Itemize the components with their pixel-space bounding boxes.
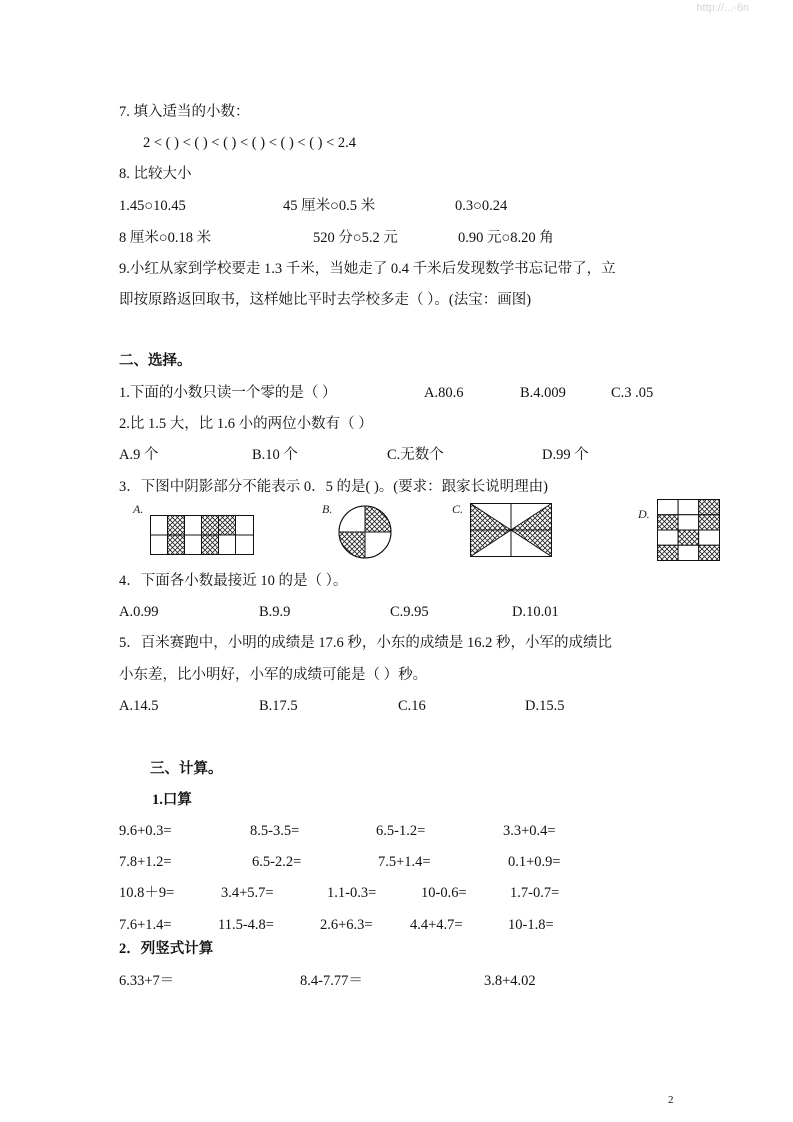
s2q2-stem: 2.比 1.5 大，比 1.6 小的两位小数有（ ） [119, 416, 373, 432]
oral-r3-c4: 10-0.6= [421, 885, 467, 901]
s2q2-opt-b: B.10 个 [252, 447, 298, 463]
figure-d-grid [657, 499, 720, 561]
s2q2-opt-c: C.无数个 [387, 447, 444, 463]
oral-r1-c3: 6.5-1.2= [376, 823, 426, 839]
fig-c-label: C. [452, 502, 464, 516]
s2q1-stem: 1.下面的小数只读一个零的是（ ） [119, 385, 337, 401]
oral-r2-c2: 6.5-2.2= [252, 854, 302, 870]
oral-r2-c4: 0.1+0.9= [508, 854, 561, 870]
oral-calc-heading: 1.口算 [152, 792, 192, 808]
oral-r3-c1: 10.8＋9= [119, 885, 175, 901]
q8-r1-c3: 0.3○0.24 [455, 198, 508, 214]
oral-r4-c1: 7.6+1.4= [119, 917, 172, 933]
q9-line1: 9.小红从家到学校要走 1.3 千米，当她走了 0.4 千米后发现数学书忘记带了，立 [119, 261, 616, 277]
s2q5-opt-c: C.16 [398, 698, 426, 714]
s2q4-opt-b: B.9.9 [259, 604, 291, 620]
s2q4-opt-c: C.9.95 [390, 604, 429, 620]
oral-r4-c5: 10-1.8= [508, 917, 554, 933]
s2q2-opt-a: A.9 个 [119, 447, 159, 463]
page-number: 2 [668, 1094, 674, 1106]
s2q3-stem: 3．下图中阴影部分不能表示 0．5 的是( )。(要求：跟家长说明理由) [119, 479, 548, 495]
q8-r2-c3: 0.90 元○8.20 角 [458, 230, 554, 246]
s2q5-opt-b: B.17.5 [259, 698, 298, 714]
q8-r2-c2: 520 分○5.2 元 [313, 230, 398, 246]
figure-a-grid [150, 515, 254, 555]
s2q1-opt-b: B.4.009 [520, 385, 566, 401]
oral-r3-c3: 1.1-0.3= [327, 885, 377, 901]
section2-heading: 二、选择。 [119, 353, 192, 369]
oral-r1-c4: 3.3+0.4= [503, 823, 556, 839]
s2q1-opt-a: A.80.6 [424, 385, 464, 401]
s2q5-line2: 小东差，比小明好，小军的成绩可能是（ ）秒。 [119, 667, 428, 683]
section3-heading: 三、计算。 [150, 761, 223, 777]
oral-r2-c3: 7.5+1.4= [378, 854, 431, 870]
oral-r4-c2: 11.5-4.8= [218, 917, 274, 933]
s2q4-opt-d: D.10.01 [512, 604, 559, 620]
q7-chain: 2 < ( ) < ( ) < ( ) < ( ) < ( ) < ( ) < 2.4 [143, 135, 357, 151]
vertical-c1: 6.33+7＝ [119, 973, 175, 989]
figure-b-circle [337, 504, 393, 560]
vertical-c3: 3.8+4.02 [484, 973, 536, 989]
fig-b-label: B. [322, 502, 333, 516]
fig-d-label: D. [638, 507, 650, 521]
s2q2-opt-d: D.99 个 [542, 447, 589, 463]
s2q5-line1: 5．百米赛跑中，小明的成绩是 17.6 秒，小东的成绩是 16.2 秒，小军的成绩比 [119, 635, 612, 651]
figure-c-bowtie [470, 503, 552, 557]
s2q5-opt-d: D.15.5 [525, 698, 565, 714]
s2q1-opt-c: C.3 .05 [611, 385, 654, 401]
watermark: http://...-6n [696, 2, 749, 14]
q8-r2-c1: 8 厘米○0.18 米 [119, 230, 212, 246]
vertical-calc-heading: 2．列竖式计算 [119, 941, 214, 957]
q7-title: 7. 填入适当的小数： [119, 104, 250, 120]
fig-a-label: A. [133, 502, 144, 516]
oral-r4-c4: 4.4+4.7= [410, 917, 463, 933]
oral-r3-c5: 1.7-0.7= [510, 885, 560, 901]
q8-title: 8. 比较大小 [119, 166, 192, 182]
s2q4-stem: 4．下面各小数最接近 10 的是（ ）。 [119, 573, 348, 589]
vertical-c2: 8.4-7.77＝ [300, 973, 363, 989]
oral-r1-c2: 8.5-3.5= [250, 823, 300, 839]
q8-r1-c2: 45 厘米○0.5 米 [283, 198, 376, 214]
oral-r1-c1: 9.6+0.3= [119, 823, 172, 839]
oral-r4-c3: 2.6+6.3= [320, 917, 373, 933]
q8-r1-c1: 1.45○10.45 [119, 198, 186, 214]
s2q5-opt-a: A.14.5 [119, 698, 159, 714]
s2q4-opt-a: A.0.99 [119, 604, 159, 620]
oral-r3-c2: 3.4+5.7= [221, 885, 274, 901]
q9-line2: 即按原路返回取书，这样她比平时去学校多走（ ）。(法宝：画图) [119, 292, 532, 308]
oral-r2-c1: 7.8+1.2= [119, 854, 172, 870]
